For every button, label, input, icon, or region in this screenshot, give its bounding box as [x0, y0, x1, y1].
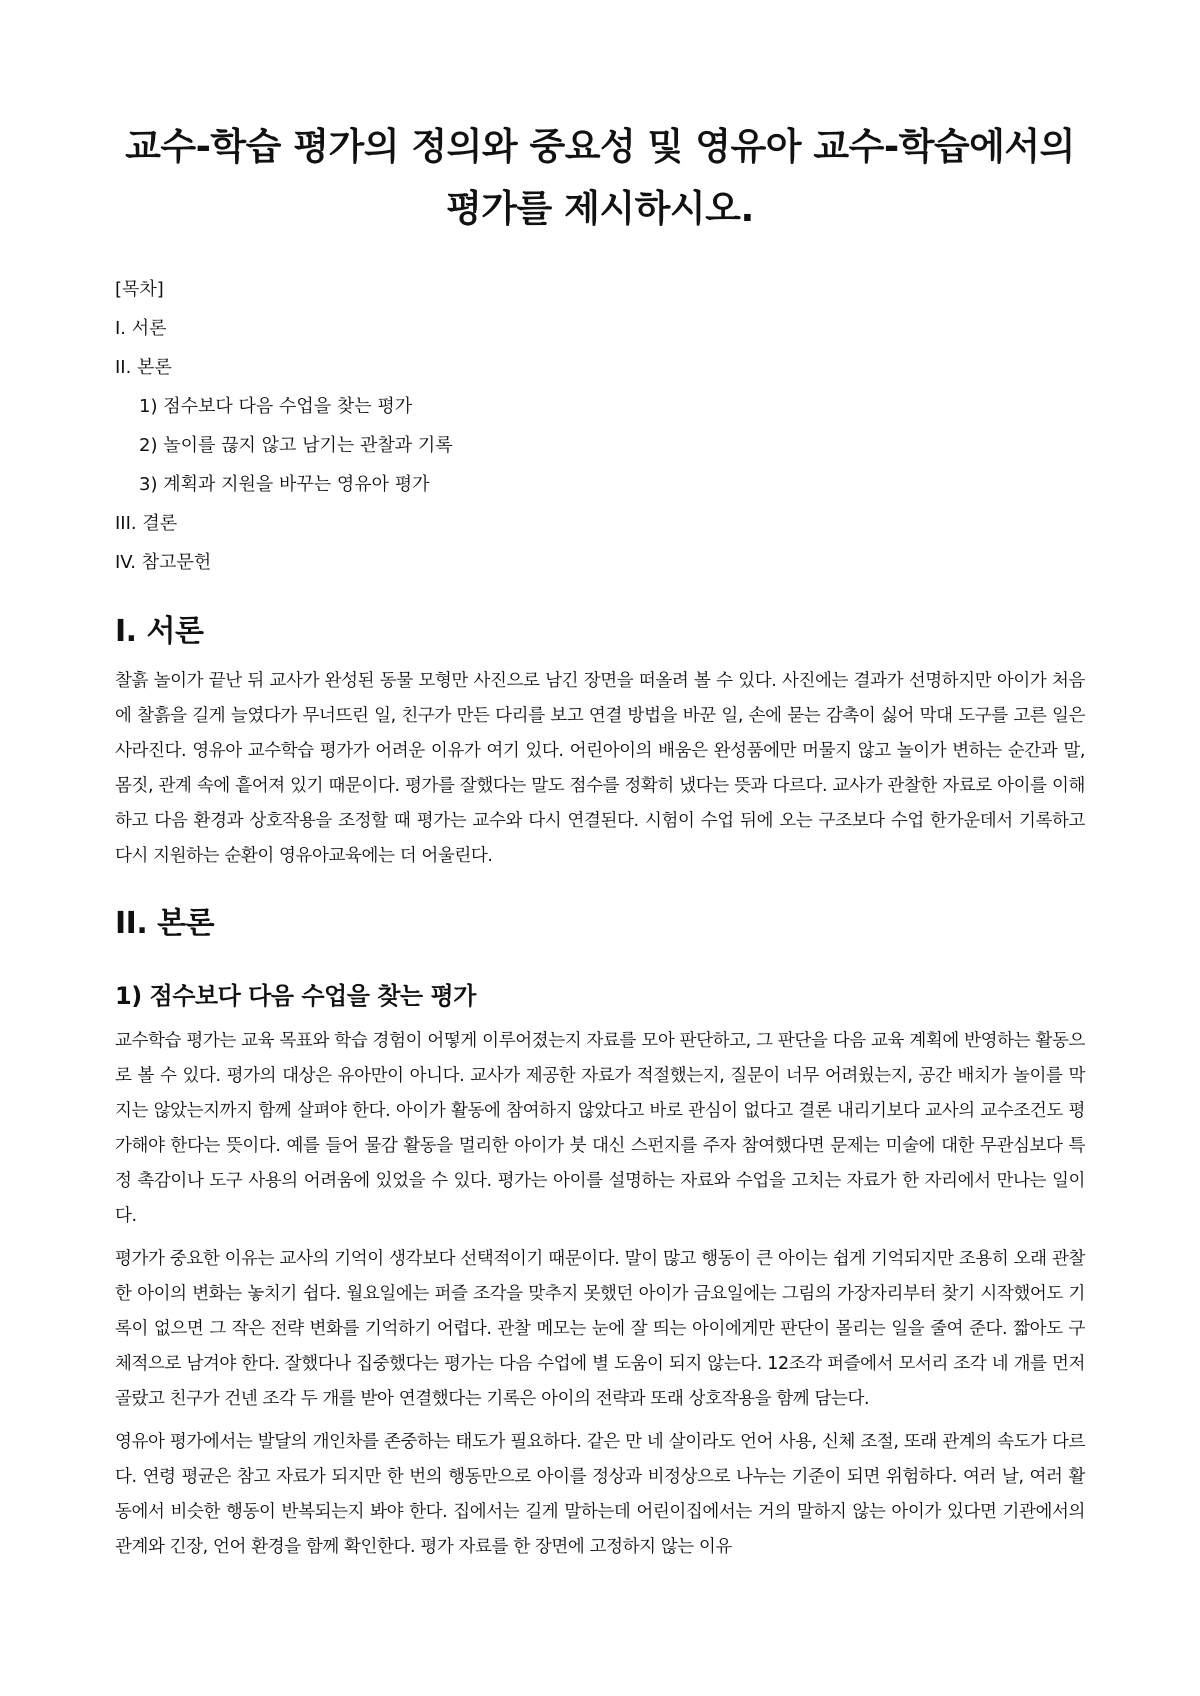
toc-item-references: IV. 참고문헌 — [115, 552, 212, 573]
toc-item-conclusion: III. 결론 — [115, 513, 178, 534]
toc-item-intro: I. 서론 — [115, 318, 167, 339]
toc-item-body-1: 1) 점수보다 다음 수업을 찾는 평가 — [139, 396, 413, 417]
body-paragraph: 영유아 평가에서는 발달의 개인차를 존중하는 태도가 필요하다. 같은 만 네 살이라도 언어 사용, 신체 조절, 또래 관계의 속도가 다르다. 연령 평균은 참고 자료가 되지만 한 번의 행동만으로 아이를 정상과 비정상으로 나누는 기준이 되면 위험하다. 여러 날, 여러 활동에서 비슷한 행동이 반복되는지 봐야 한다. 집에서는 길게 말하는데 어린이집에서는 거의 말하지 않는 아이가 있다면 기관에서의 관계와 긴장, 언어 환경을 함께 확인한다. 평가 자료를 한 장면에 고정하지 않는 이유 — [115, 1432, 1085, 1557]
section-heading-intro: I. 서론 — [115, 614, 204, 649]
toc-heading: [목차] — [115, 279, 164, 300]
section-heading-body: II. 본론 — [115, 906, 215, 941]
toc-item-body: II. 본론 — [115, 357, 172, 378]
document-title: 교수-학습 평가의 정의와 중요성 및 영유아 교수-학습에서의 평가를 제시하시오. — [125, 125, 1075, 230]
body-paragraph: 평가가 중요한 이유는 교사의 기억이 생각보다 선택적이기 때문이다. 말이 많고 행동이 큰 아이는 쉽게 기억되지만 조용히 오래 관찰한 아이의 변화는 놓치기 쉽다. 월요일에는 퍼즐 조각을 맞추지 못했던 아이가 금요일에는 그림의 가장자리부터 찾기 시작했어도 기록이 없으면 그 작은 전략 변화를 기억하기 어렵다. 관찰 메모는 눈에 잘 띄는 아이에게만 판단이 몰리는 일을 줄여 준다. 짧아도 구체적으로 남겨야 한다. 잘했다나 집중했다는 평가는 다음 수업에 별 도움이 되지 않는다. 12조각 퍼즐에서 모서리 조각 네 개를 먼저 골랐고 친구가 건넨 조각 두 개를 받아 연결했다는 기록은 아이의 전략과 또래 상호작용을 함께 담는다. — [115, 1249, 1085, 1409]
toc-item-body-3: 3) 계획과 지원을 바꾸는 영유아 평가 — [139, 474, 430, 495]
toc-item-body-2: 2) 놀이를 끊지 않고 남기는 관찰과 기록 — [139, 435, 453, 456]
subsection-heading-1: 1) 점수보다 다음 수업을 찾는 평가 — [115, 982, 476, 1010]
intro-paragraph: 찰흙 놀이가 끝난 뒤 교사가 완성된 동물 모형만 사진으로 남긴 장면을 떠올려 볼 수 있다. 사진에는 결과가 선명하지만 아이가 처음에 찰흙을 길게 늘였다가 무너뜨린 일, 친구가 만든 다리를 보고 연결 방법을 바꾼 일, 손에 묻는 감촉이 싫어 막대 도구를 고른 일은 사라진다. 영유아 교수학습 평가가 어려운 이유가 여기 있다. 어린아이의 배움은 완성품에만 머물지 않고 놀이가 변하는 순간과 말, 몸짓, 관계 속에 흩어져 있기 때문이다. 평가를 잘했다는 말도 점수를 정확히 냈다는 뜻과 다르다. 교사가 관찰한 자료로 아이를 이해하고 다음 환경과 상호작용을 조정할 때 평가는 교수와 다시 연결된다. 시험이 수업 뒤에 오는 구조보다 수업 한가운데서 기록하고 다시 지원하는 순환이 영유아교육에는 더 어울린다. — [115, 671, 1085, 866]
table-of-contents — [115, 270, 1085, 582]
body-paragraph: 교수학습 평가는 교육 목표와 학습 경험이 어떻게 이루어졌는지 자료를 모아 판단하고, 그 판단을 다음 교육 계획에 반영하는 활동으로 볼 수 있다. 평가의 대상은 유아만이 아니다. 교사가 제공한 자료가 적절했는지, 질문이 너무 어려웠는지, 공간 배치가 놀이를 막지는 않았는지까지 함께 살펴야 한다. 아이가 활동에 참여하지 않았다고 바로 관심이 없다고 결론 내리기보다 교사의 교수조건도 평가해야 한다는 뜻이다. 예를 들어 물감 활동을 멀리한 아이가 붓 대신 스펀지를 주자 참여했다면 문제는 미술에 대한 무관심보다 특정 촉감이나 도구 사용의 어려움에 있었을 수 있다. 평가는 아이를 설명하는 자료와 수업을 고치는 자료가 한 자리에서 만나는 일이다. — [115, 1031, 1085, 1226]
